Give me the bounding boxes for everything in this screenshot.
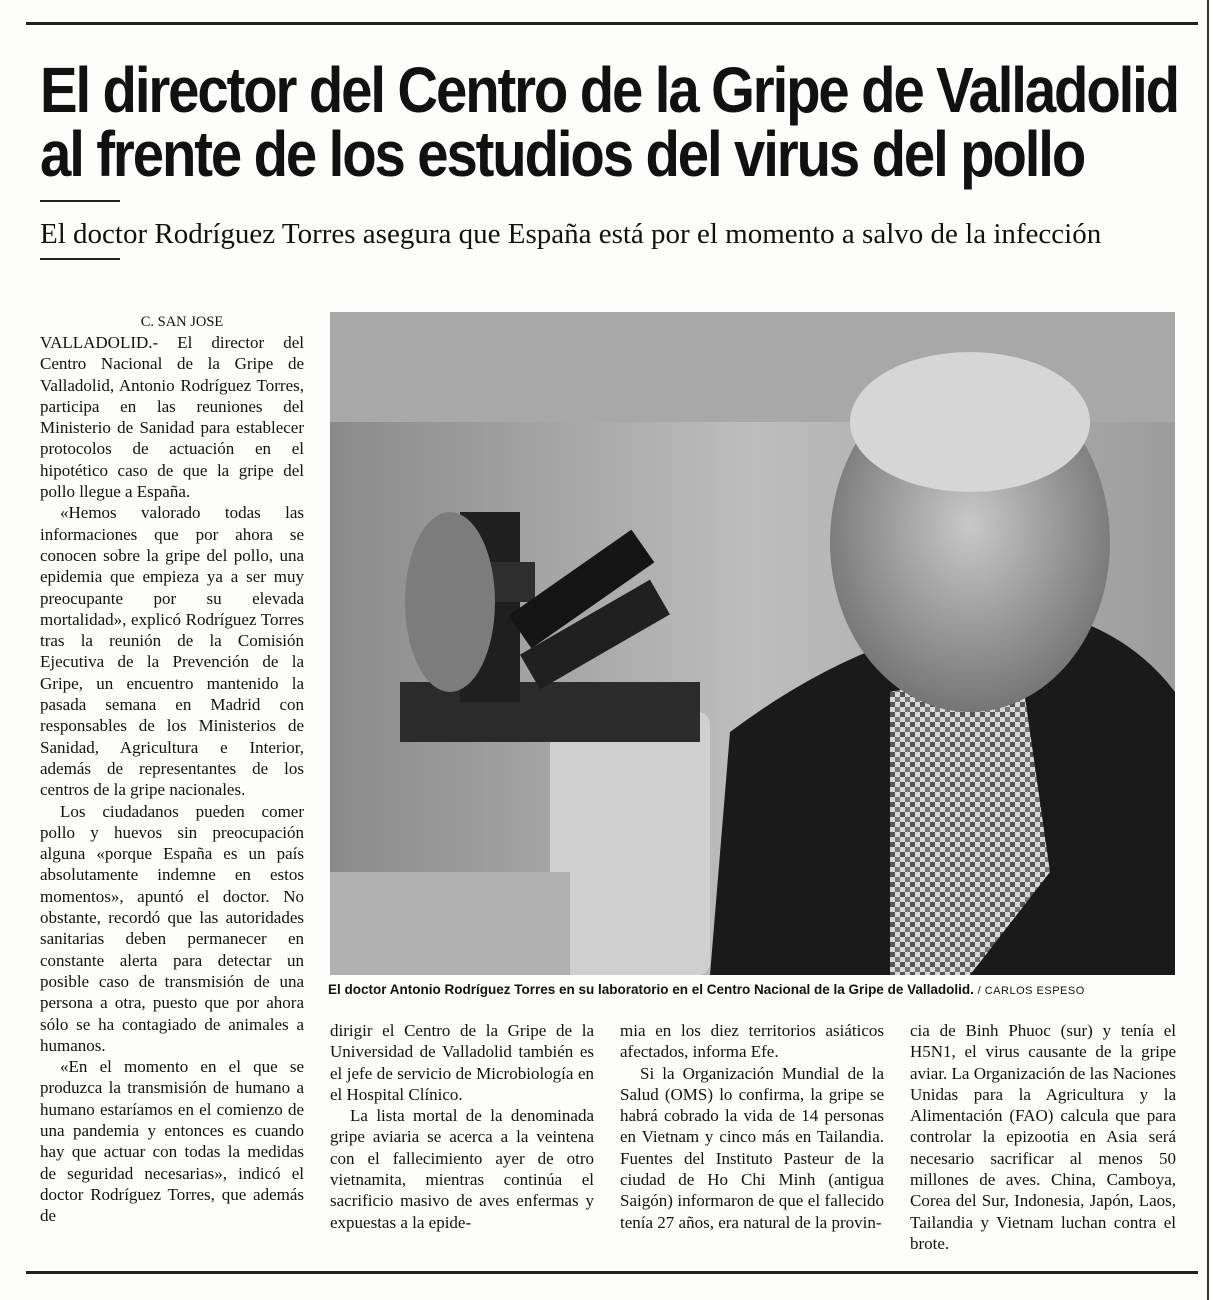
paragraph: VALLADOLID.- El director del Centro Nacional de la Gripe de Valladolid, Antonio Rodríguez Torres, participa en las reuniones del Ministerio de Sanidad para establecer protocolos de actuación en el hipotético caso de que la gripe del pollo llegue a España. xyxy=(40,333,304,502)
byline: C. SAN JOSE xyxy=(140,314,224,330)
subhead-rule-bottom xyxy=(40,258,120,260)
article-column-4 xyxy=(910,1020,1176,1254)
photo-credit: / CARLOS ESPESO xyxy=(977,985,1085,997)
top-rule xyxy=(26,22,1198,25)
article-column-1 xyxy=(40,312,304,1226)
paragraph: «En el momento en el que se produzca la transmisión de humano a humano estaríamos en el comienzo de una pandemia y entonces es cuando hay que actuar con todas la medidas de seguridad necesarias», indicó el doctor Rodríguez Torres, que además de xyxy=(40,1057,304,1226)
article-photo xyxy=(330,312,1175,975)
article-column-2 xyxy=(330,1020,594,1233)
paragraph: dirigir el Centro de la Gripe de la Universidad de Valladolid también es el jefe de servicio de Microbiología en el Hospital Clínico. xyxy=(330,1021,594,1104)
subheadline: El doctor Rodríguez Torres asegura que España está por el momento a salvo de la infección xyxy=(40,218,1102,250)
photo-caption xyxy=(328,982,1188,997)
photo-doctor-microscope xyxy=(330,312,1175,975)
headline-line-1: El director del Centro de la Gripe de Valladolid xyxy=(40,54,1178,126)
paragraph: Si la Organización Mundial de la Salud (OMS) lo confirma, la gripe se habrá cobrado la vida de 14 personas en Vietnam y cinco más en Tailandia. Fuentes del Instituto Pasteur de la ciudad de Ho Chi Minh (antigua Saigón) informaron de que el fallecido tenía 27 años, era natural de la provin- xyxy=(620,1063,884,1232)
headline-line-2: al frente de los estudios del virus del pollo xyxy=(40,118,1085,190)
article-column-3 xyxy=(620,1020,884,1233)
caption-text: El doctor Antonio Rodríguez Torres en su laboratorio en el Centro Nacional de la Gripe de Valladolid. xyxy=(328,982,974,997)
paragraph: mia en los diez territorios asiáticos afectados, informa Efe. xyxy=(620,1021,884,1062)
paragraph: cia de Binh Phuoc (sur) y tenía el H5N1, el virus causante de la gripe aviar. La Organización de las Naciones Unidas para la Agricultura y la Alimentación (FAO) calcula que para controlar la epizootia en Asia será necesario sacrificar al menos 50 millones de aves. China, Camboya, Corea del Sur, Indonesia, Japón, Laos, Tailandia y Vietnam luchan contra el brote. xyxy=(910,1021,1176,1253)
bottom-rule xyxy=(26,1271,1198,1274)
subhead-rule-top xyxy=(40,200,120,202)
paragraph: La lista mortal de la denominada gripe aviaria se acerca a la veintena con el fallecimiento ayer de otro vietnamita, mientras continúa el sacrificio masivo de aves enfermas y expuestas a la epide- xyxy=(330,1106,594,1232)
page-edge xyxy=(1207,0,1209,1300)
paragraph: Los ciudadanos pueden comer pollo y huevos sin preocupación alguna «porque España es un país absolutamente indemne en estos momentos», apuntó el doctor. No obstante, recordó que las autoridades sanitarias deben permanecer en constante alerta para detectar un posible caso de transmisión de una persona a otra, puesto que por ahora sólo se ha contagiado de animales a humanos. xyxy=(40,801,304,1055)
paragraph: «Hemos valorado todas las informaciones que por ahora se conocen sobre la gripe del pollo, una epidemia que empieza ya a ser muy preocupante por su elevada mortalidad», explicó Rodríguez Torres tras la reunión de la Comisión Ejecutiva de la Prevención de la Gripe, un encuentro mantenido la pasada semana en Madrid con responsables de los Ministerios de Sanidad, Agricultura e Interior, además de representantes de los centros de la gripe nacionales. xyxy=(40,503,304,800)
headline xyxy=(40,54,1178,190)
